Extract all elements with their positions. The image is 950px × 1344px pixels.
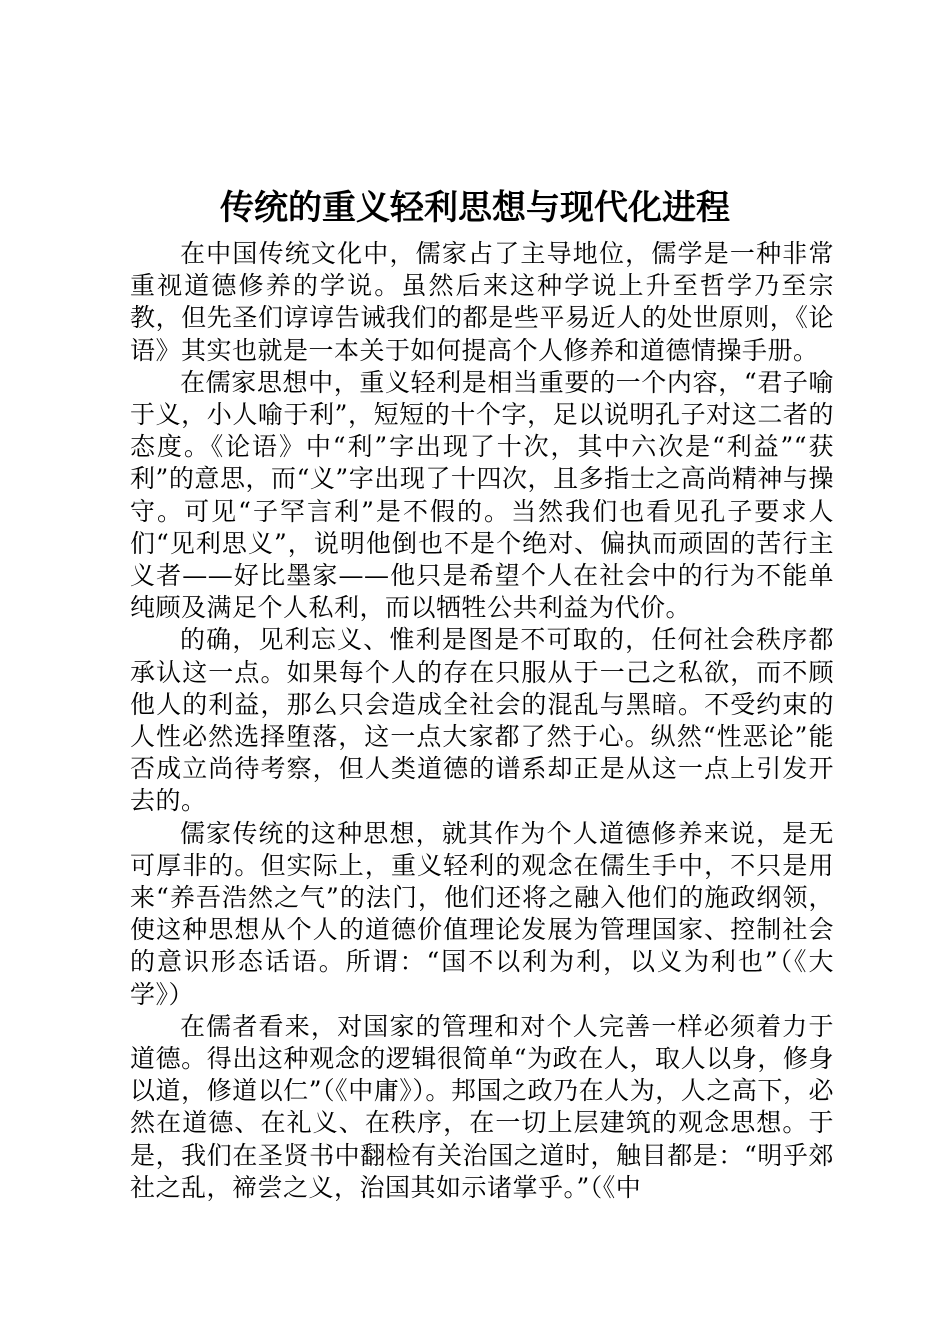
paragraph-2: 在儒家思想中，重义轻利是相当重要的一个内容，“君子喻于义，小人喻于利”，短短的十个字，足以说明孔子对这二者的态度。《论语》中“利”字出现了十次，其中六次是“利益”“获利”的意思，而“义”字出现了十四次，且多指士之高尚精神与操守。可见“子罕言利”是不假的。当然我们也看见孔子要求人们“见利思义”，说明他倒也不是个绝对、偏执而顽固的苦行主义者——好比墨家——他只是希望个人在社会中的行为不能单纯顾及满足个人私利，而以牺牲公共利益为代价。	[130, 367, 834, 623]
paragraph-5: 在儒者看来，对国家的管理和对个人完善一样必须着力于道德。得出这种观念的逻辑很简单“为政在人，取人以身，修身以道，修道以仁”（《中庸》）。邦国之政乃在人为，人之高下，必然在道德、在礼义、在秩序，在一切上层建筑的观念思想。于是，我们在圣贤书中翻检有关治国之道时，触目都是：“明乎郊社之乱，禘尝之义，治国其如示诸掌乎。”（《中	[130, 1011, 834, 1202]
paragraph-3: 的确，见利忘义、惟利是图是不可取的，任何社会秩序都承认这一点。如果每个人的存在只服从于一己之私欲，而不顾他人的利益，那么只会造成全社会的混乱与黑暗。不受约束的人性必然选择堕落，这一点大家都了然于心。纵然“性恶论”能否成立尚待考察，但人类道德的谱系却正是从这一点上引发开去的。	[130, 625, 834, 816]
paragraph-1: 在中国传统文化中，儒家占了主导地位，儒学是一种非常重视道德修养的学说。虽然后来这种学说上升至哲学乃至宗教，但先圣们谆谆告诫我们的都是些平易近人的处世原则，《论语》其实也就是一本关于如何提高个人修养和道德情操手册。	[130, 239, 834, 365]
document-title: 传统的重义轻利思想与现代化进程	[220, 188, 730, 228]
document-body	[130, 238, 834, 1204]
paragraph-4: 儒家传统的这种思想，就其作为个人道德修养来说，是无可厚非的。但实际上，重义轻利的观念在儒生手中，不只是用来“养吾浩然之气”的法门，他们还将之融入他们的施政纲领，使这种思想从个人的道德价值理论发展为管理国家、控制社会的意识形态话语。所谓：“国不以利为利，以义为利也”（《大学》）	[130, 818, 834, 1009]
